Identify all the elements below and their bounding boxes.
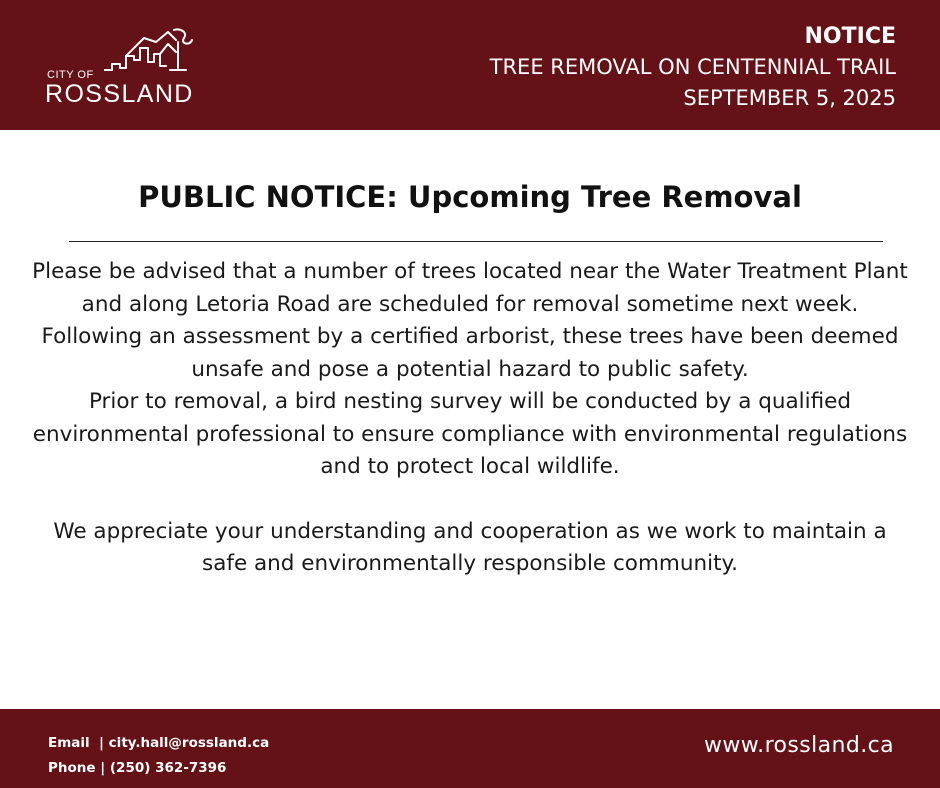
logo-city-of-text: CITY OF [47, 69, 94, 81]
contact-info [48, 731, 269, 781]
website-link[interactable]: www.rossland.ca [704, 733, 894, 758]
notice-body [30, 256, 910, 581]
footer-banner [0, 709, 940, 788]
paragraph-advisory: Please be advised that a number of trees located near the Water Treatment Plant and along Letoria Road are scheduled for removal sometime next week. Following an assessment by a certified arborist, these trees have been deemed unsafe and pose a potential hazard to public safety. [32, 259, 908, 382]
notice-label: NOTICE [804, 24, 896, 49]
email-line[interactable]: Email | city.hall@rossland.ca [48, 735, 270, 751]
title-divider [69, 241, 883, 242]
notice-subject: TREE REMOVAL ON CENTENNIAL TRAIL [489, 55, 896, 79]
logo-rossland-text: ROSSLAND [45, 80, 194, 108]
paragraph-appreciation: We appreciate your understanding and cooperation as we work to maintain a safe and environmentally responsible community. [53, 518, 887, 576]
skyline-logo-icon [104, 26, 196, 74]
city-logo [44, 26, 204, 110]
paragraph-bird-survey: Prior to removal, a bird nesting survey will be conducted by a qualified environmental professional to ensure compliance with environmental regulations and to protect local wildlife. [32, 389, 908, 479]
paragraph-spacer [30, 484, 910, 516]
header-info [490, 22, 896, 114]
notice-date: SEPTEMBER 5, 2025 [683, 86, 896, 110]
header-banner [0, 0, 940, 130]
phone-line[interactable]: Phone | (250) 362-7396 [48, 760, 227, 776]
page-title: PUBLIC NOTICE: Upcoming Tree Removal [138, 180, 802, 214]
